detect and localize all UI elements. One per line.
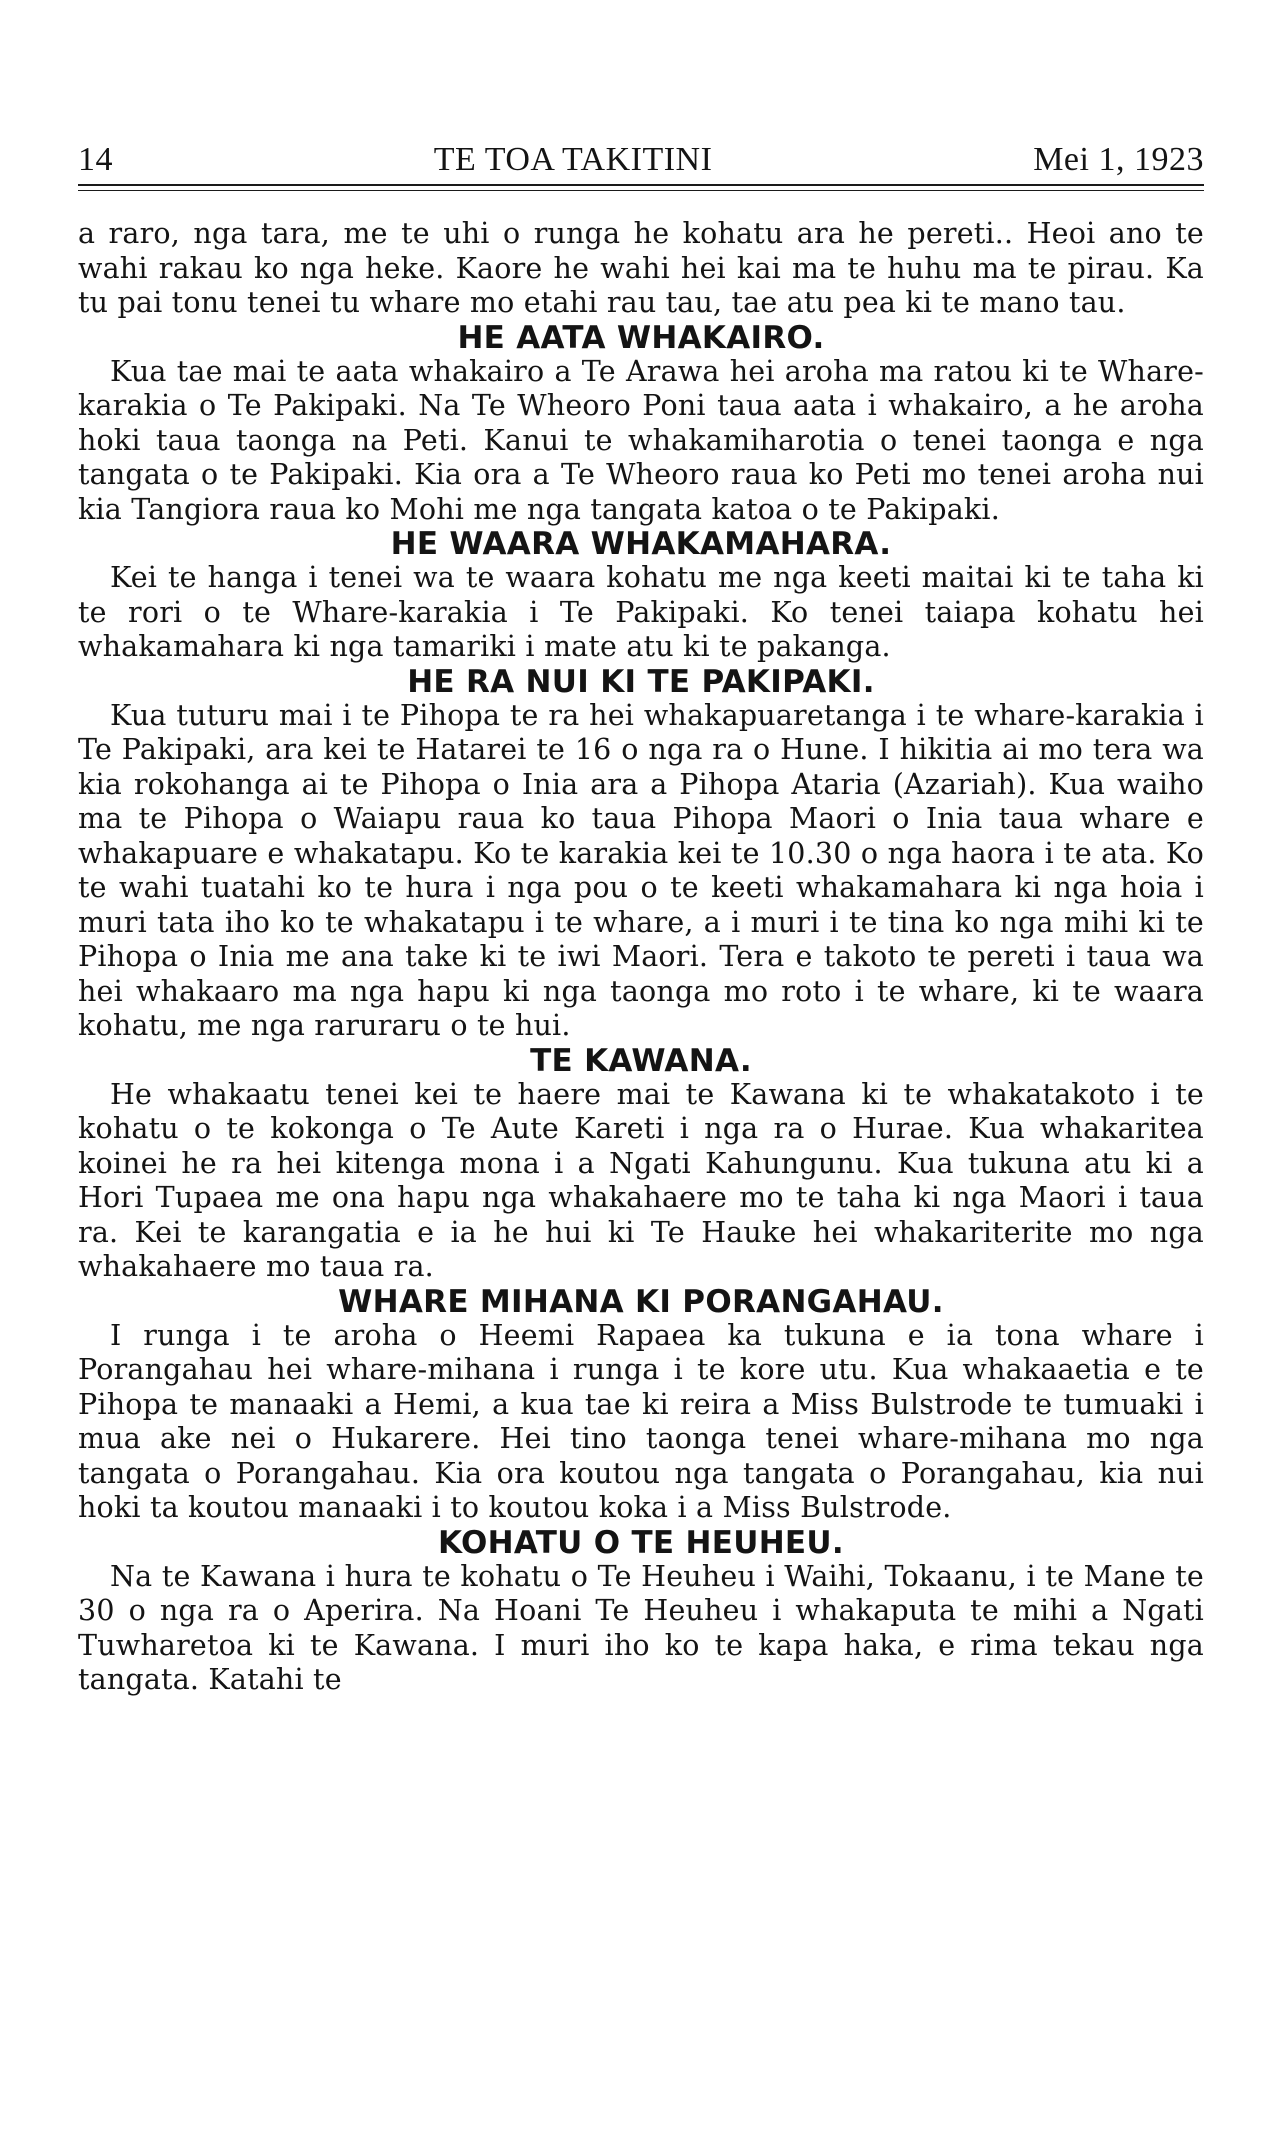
- paragraph-whare-mihana: I runga i te aroha o Heemi Rapaea ka tukuna e ia tona whare i Porangahau hei whare-mihana i runga i te kore utu. Kua whakaaetia e te Pihopa te manaaki a Hemi, a kua tae ki reira a Miss Bulstrode te tumuaki i mua ake nei o Hukarere. Hei tino taonga tenei whare-mihana mo nga tangata o Porangahau. Kia ora koutou nga tangata o Porangahau, kia nui hoki ta koutou manaaki i to koutou koka i a Miss Bulstrode.: [78, 1318, 1204, 1524]
- header-rule-bottom: [78, 190, 1204, 191]
- section-heading-whare-mihana: WHARE MIHANA KI PORANGAHAU.: [338, 1283, 944, 1320]
- section-heading-ra-nui: HE RA NUI KI TE PAKIPAKI.: [407, 663, 875, 700]
- header-rule-top: [78, 184, 1204, 186]
- issue-date: Mei 1, 1923: [1033, 141, 1204, 178]
- section-heading-te-kawana: TE KAWANA.: [530, 1042, 752, 1079]
- paragraph-ra-nui: Kua tuturu mai i te Pihopa te ra hei whakapuaretanga i te whare-karakia i Te Pakipaki, ara kei te Hatarei te 16 o nga ra o Hune. I hikitia ai mo tera wa kia rokohanga ai te Pihopa o Inia ara a Pihopa Ataria (Azariah). Kua waiho ma te Pihopa o Waiapu raua ko taua Pihopa Maori o Inia taua whare e whakapuare e whakatapu. Ko te karakia kei te 10.30 o nga haora i te ata. Ko te wahi tuatahi ko te hura i nga pou o te keeti whakamahara ki nga hoia i muri tata iho ko te whakatapu i te whare, a i muri i te tina ko nga mihi ki te Pihopa o Inia me ana take ki te iwi Maori. Tera e takoto te pereti i taua wa hei whakaaro ma nga hapu ki nga taonga mo roto i te whare, ki te waara kohatu, me nga raruraru o te hui.: [78, 698, 1204, 1042]
- page: [78, 140, 1204, 1698]
- paragraph-kohatu-te-heuheu: Na te Kawana i hura te kohatu o Te Heuheu i Waihi, Tokaanu, i te Mane te 30 o nga ra o Aperira. Na Hoani Te Heuheu i whakaputa te mihi a Ngati Tuwharetoa ki te Kawana. I muri iho ko te kapa haka, e rima tekau nga tangata. Katahi te: [78, 1559, 1204, 1696]
- paragraph-te-kawana: He whakaatu tenei kei te haere mai te Kawana ki te whakatakoto i te kohatu o te kokonga o Te Aute Kareti i nga ra o Hurae. Kua whakaritea koinei he ra hei kitenga mona i a Ngati Kahungunu. Kua tukuna atu ki a Hori Tupaea me ona hapu nga whakahaere mo te taha ki nga Maori i taua ra. Kei te karangatia e ia he hui ki Te Hauke hei whakariterite mo nga whakahaere mo taua ra.: [78, 1077, 1204, 1283]
- page-number: 14: [78, 141, 113, 178]
- paragraph-aata-whakairo: Kua tae mai te aata whakairo a Te Arawa hei aroha ma ratou ki te Whare-karakia o Te Pakipaki. Na Te Wheoro Poni taua aata i whakairo, a he aroha hoki taua taonga na Peti. Kanui te whakamiharotia o tenei taonga e nga tangata o te Pakipaki. Kia ora a Te Wheoro raua ko Peti mo tenei aroha nui kia Tangiora raua ko Mohi me nga tangata katoa o te Pakipaki.: [78, 354, 1204, 526]
- running-head: [78, 140, 1204, 180]
- section-heading-kohatu-te-heuheu: KOHATU O TE HEUHEU.: [438, 1524, 844, 1561]
- paragraph-continued: a raro, nga tara, me te uhi o runga he kohatu ara he pereti.. Heoi ano te wahi rakau ko nga heke. Kaore he wahi hei kai ma te huhu ma te pirau. Ka tu pai tonu tenei tu whare mo etahi rau tau, tae atu pea ki te mano tau.: [78, 217, 1204, 319]
- paragraph-waara-whakamahara: Kei te hanga i tenei wa te waara kohatu me nga keeti maitai ki te taha ki te rori o te Whare-karakia i Te Pakipaki. Ko tenei taiapa kohatu hei whakamahara ki nga tamariki i mate atu ki te pakanga.: [78, 561, 1204, 663]
- publication-title: TE TOA TAKITINI: [433, 141, 713, 178]
- section-heading-aata-whakairo: HE AATA WHAKAIRO.: [457, 319, 825, 356]
- section-heading-waara-whakamahara: HE WAARA WHAKAMAHARA.: [390, 526, 892, 562]
- article-body: [78, 217, 1204, 1698]
